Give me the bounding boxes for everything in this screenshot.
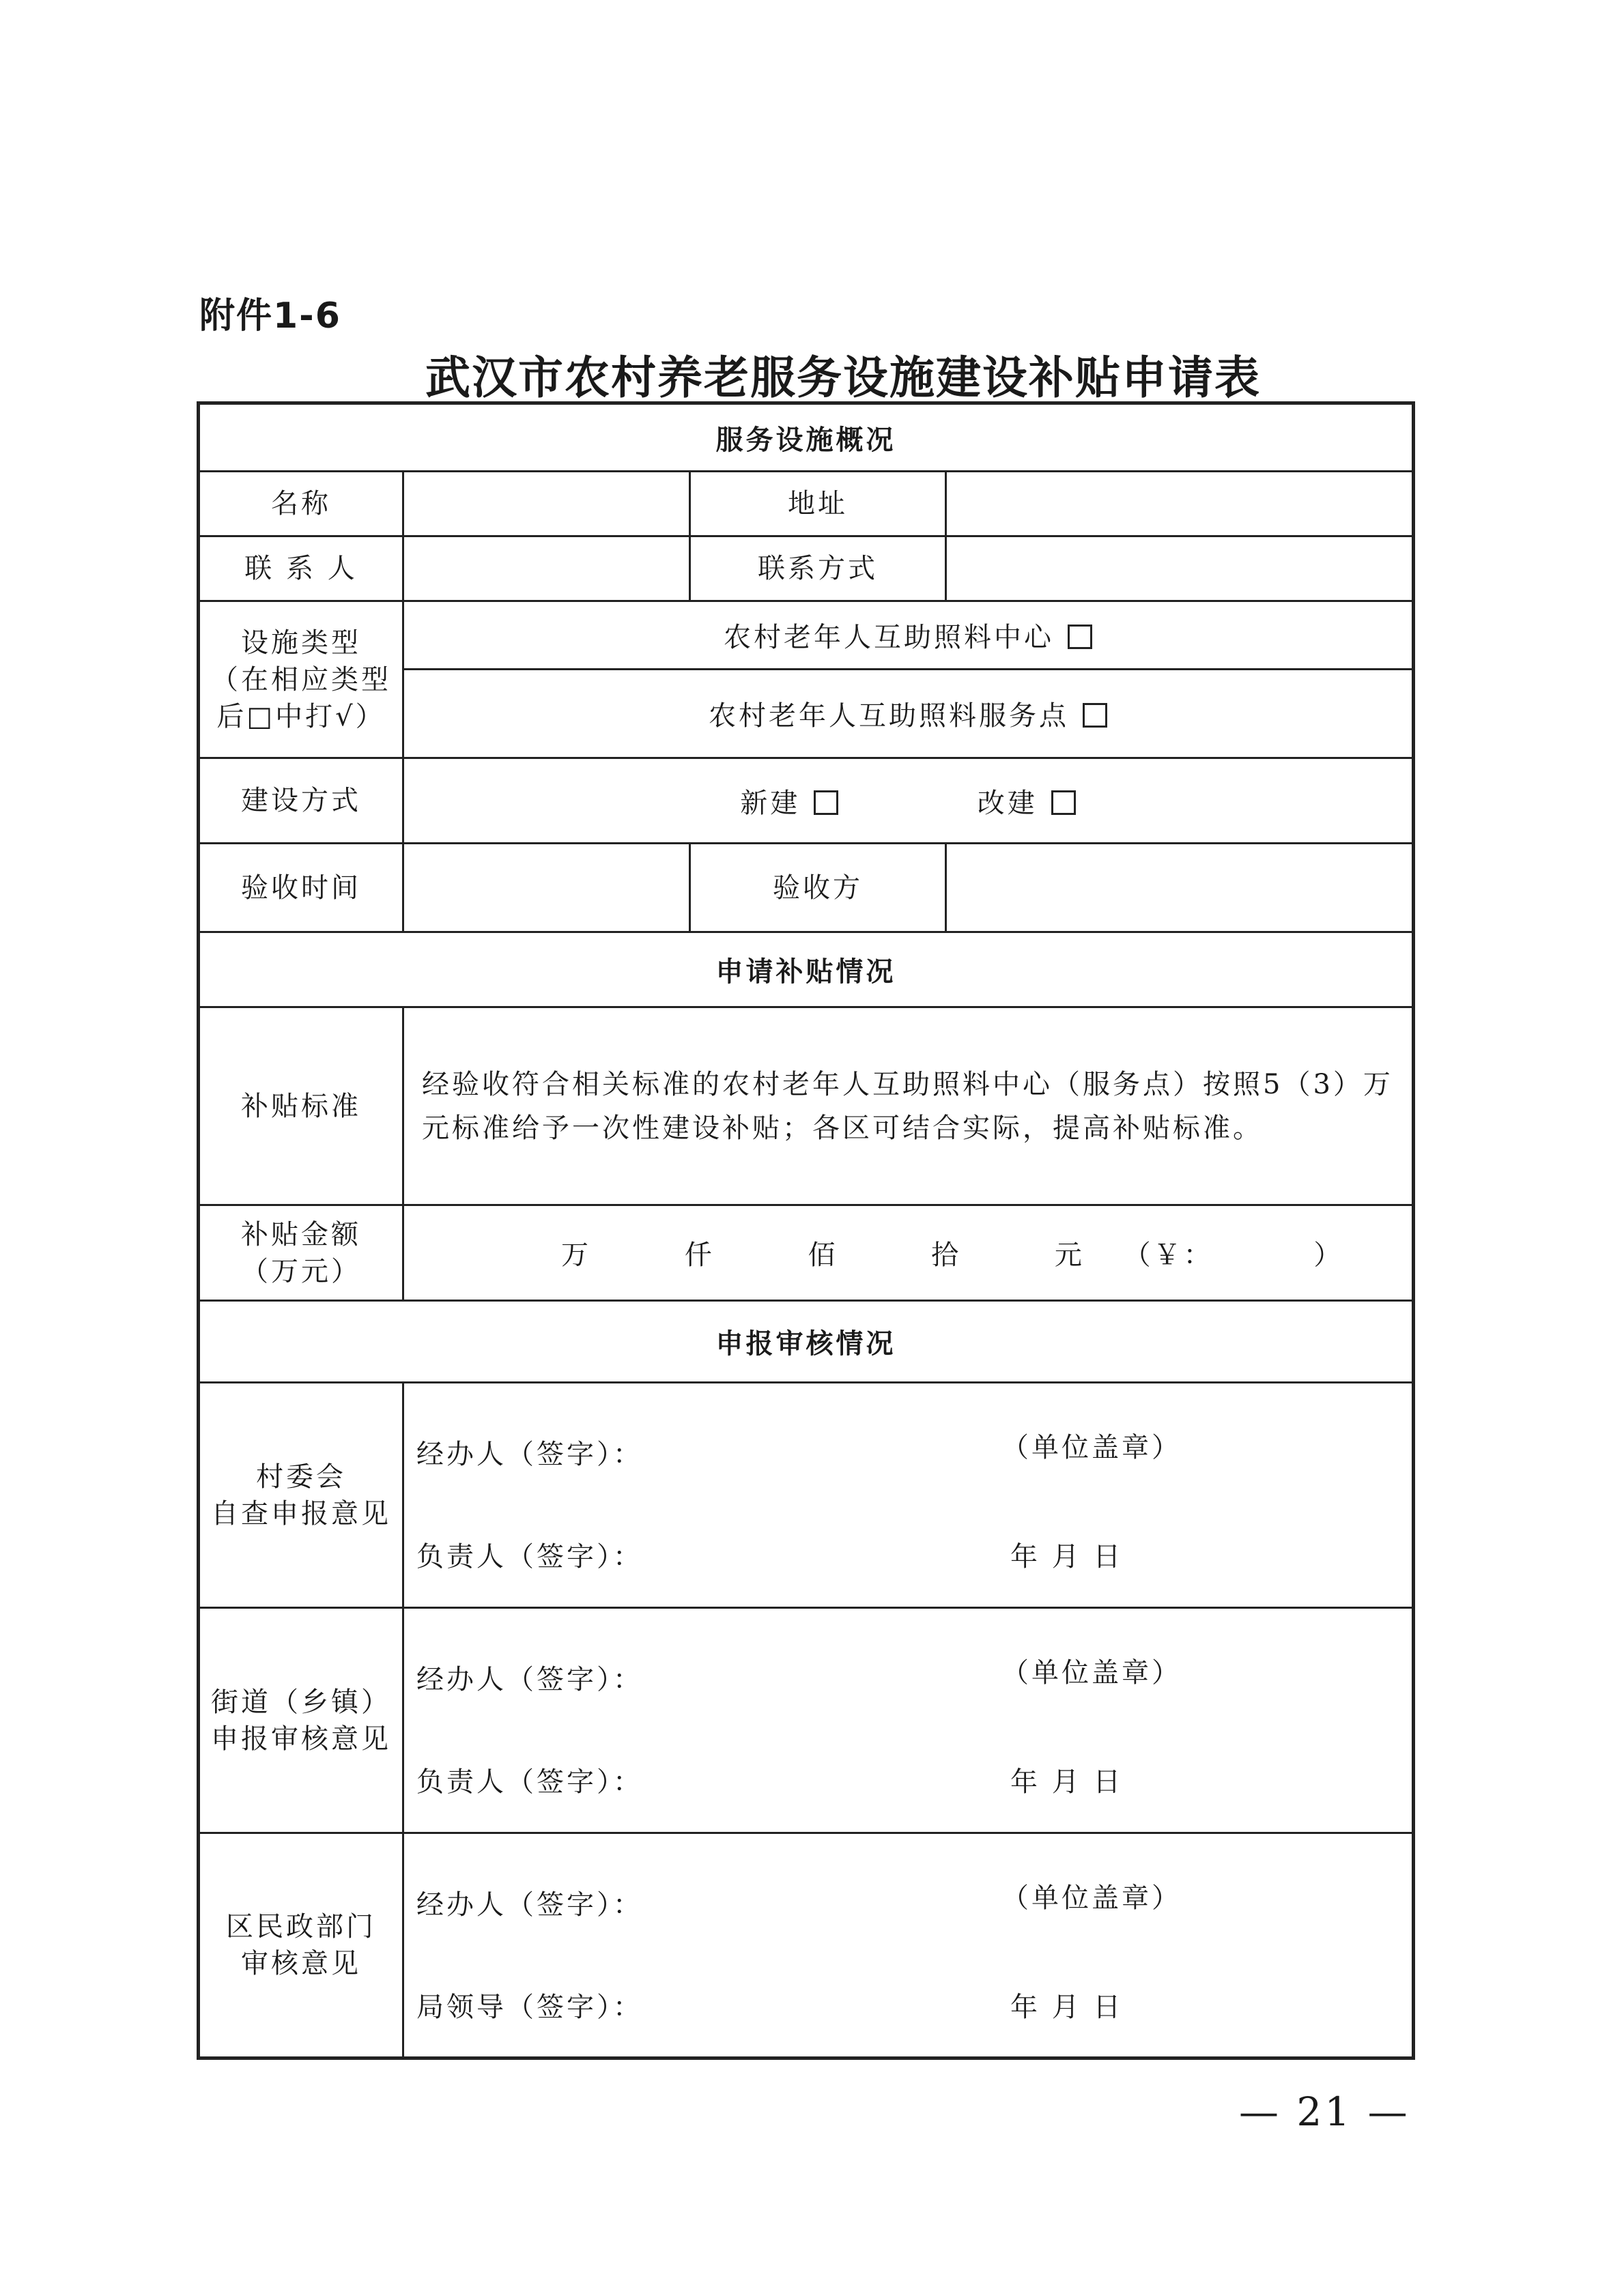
subsidy-amount-field[interactable] [403,1205,1414,1301]
civil-unit-seal: （单位盖章） [1001,1882,1182,1914]
contact-method-field[interactable] [946,536,1414,601]
village-handler-signature: 经办人（签字）： [416,1439,643,1470]
form-title: 武汉市农村养老服务设施建设补贴申请表 [425,351,1261,404]
page-number: — 21 — [1239,2089,1410,2135]
address-field[interactable] [946,472,1414,536]
facility-type-label-line3: 后□中打√） [216,700,386,732]
build-method-label: 建设方式 [199,758,403,844]
street-township-review-block[interactable] [403,1608,1414,1833]
amount-yen-open: （￥： [1123,1239,1214,1271]
facility-type-label-line1: 设施类型 [241,627,361,659]
amount-unit-wan: 万 [561,1239,591,1271]
village-date: 年 月 日 [1010,1541,1124,1573]
street-handler-signature: 经办人（签字）： [416,1664,643,1695]
street-township-label-line1: 街道（乡镇） [211,1686,391,1718]
facility-type-option-center [403,601,1414,670]
section-header-subsidy: 申请补贴情况 [199,932,1414,1007]
amount-yen-close: ） [1313,1239,1344,1271]
street-unit-seal: （单位盖章） [1001,1657,1182,1689]
facility-type-point-text: 农村老年人互助照料服务点 [709,700,1069,732]
amount-unit-yuan: 元 [1054,1239,1085,1271]
subsidy-amount-label-line1: 补贴金额 [241,1218,361,1250]
civil-leader-signature: 局领导（签字）： [416,1992,643,2023]
civil-affairs-label [199,1833,403,2058]
build-renovate-text: 改建 [977,787,1038,819]
facility-type-center-text: 农村老年人互助照料中心 [724,622,1054,653]
facility-type-option-point [403,670,1414,758]
application-form-table [197,401,1415,2060]
build-renovate-checkbox[interactable] [1051,790,1076,815]
build-new-checkbox[interactable] [814,790,838,815]
contact-method-label: 联系方式 [690,536,946,601]
contact-person-field[interactable] [403,536,690,601]
facility-type-point-checkbox[interactable] [1083,703,1107,728]
amount-unit-bai: 佰 [808,1239,838,1271]
civil-affairs-label-line1: 区民政部门 [226,1911,376,1942]
acceptance-time-label: 验收时间 [199,844,403,932]
subsidy-standard-label: 补贴标准 [199,1007,403,1205]
acceptance-time-field[interactable] [403,844,690,932]
acceptance-party-field[interactable] [946,844,1414,932]
amount-unit-qian: 仟 [684,1239,715,1271]
civil-handler-signature: 经办人（签字）： [416,1889,643,1921]
civil-affairs-label-line2: 审核意见 [241,1948,361,1979]
attachment-label: 附件1-6 [199,296,341,336]
village-committee-review-block[interactable] [403,1383,1414,1608]
subsidy-amount-label [199,1205,403,1301]
build-method-options [403,758,1414,844]
village-unit-seal: （单位盖章） [1001,1432,1182,1463]
build-new-text: 新建 [740,787,801,819]
street-leader-signature: 负责人（签字）： [416,1766,643,1798]
street-date: 年 月 日 [1010,1766,1124,1798]
contact-person-label: 联 系 人 [199,536,403,601]
section-header-overview: 服务设施概况 [199,403,1414,472]
facility-type-label-line2: （在相应类型 [211,663,391,695]
subsidy-amount-label-line2: （万元） [241,1255,361,1287]
amount-unit-shi: 拾 [931,1239,962,1271]
village-committee-label [199,1383,403,1608]
facility-type-label [199,601,403,758]
name-field[interactable] [403,472,690,536]
village-committee-label-line2: 自查申报意见 [211,1497,391,1530]
section-header-review: 申报审核情况 [199,1301,1414,1383]
village-committee-label-line1: 村委会 [256,1461,346,1493]
street-township-label-line2: 申报审核意见 [211,1723,391,1755]
street-township-label [199,1608,403,1833]
facility-type-center-checkbox[interactable] [1068,625,1092,649]
acceptance-party-label: 验收方 [690,844,946,932]
name-label: 名称 [199,472,403,536]
address-label: 地址 [690,472,946,536]
civil-affairs-review-block[interactable] [403,1833,1414,2058]
civil-date: 年 月 日 [1010,1992,1124,2023]
subsidy-standard-text: 经验收符合相关标准的农村老年人互助照料中心（服务点）按照5（3）万元标准给予一次性建设补贴；各区可结合实际，提高补贴标准。 [403,1007,1414,1205]
village-leader-signature: 负责人（签字）： [416,1541,643,1573]
